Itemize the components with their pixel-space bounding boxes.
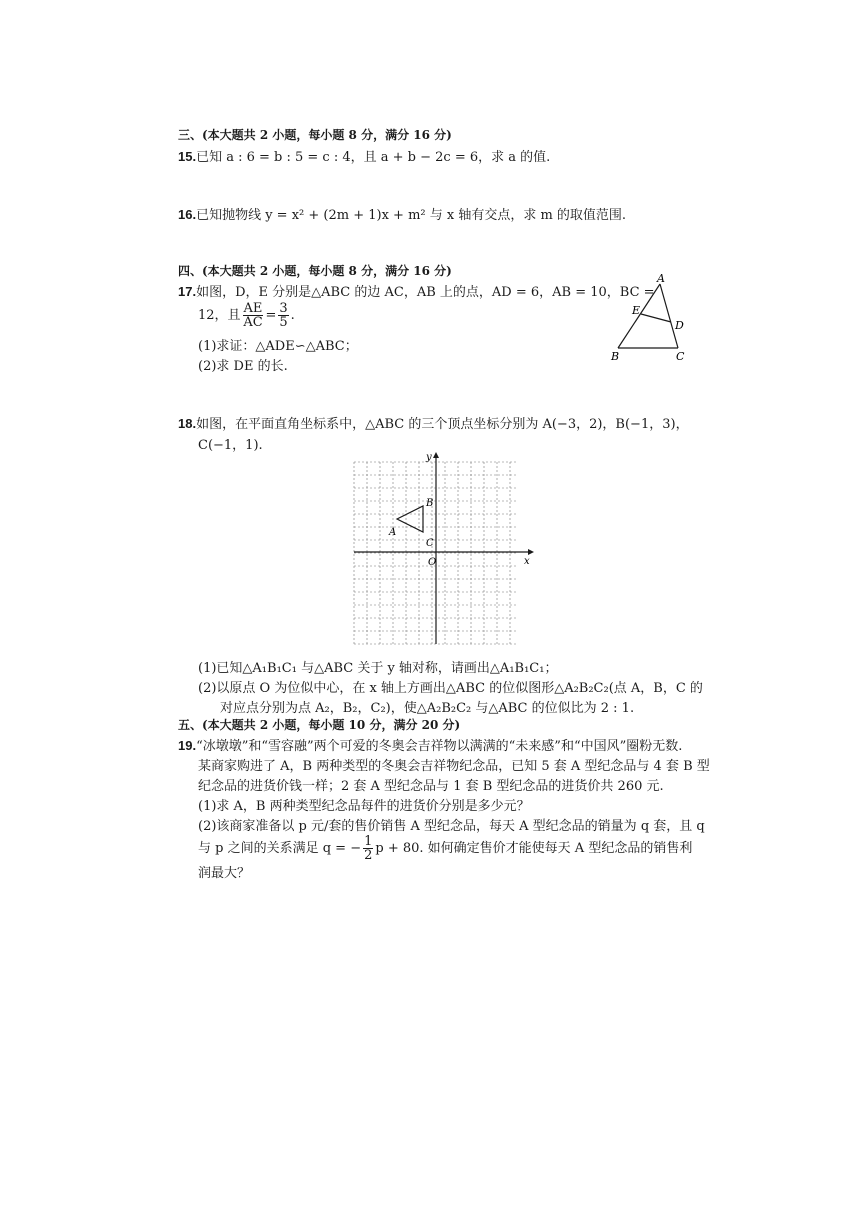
question-17-period: . bbox=[290, 308, 295, 323]
question-15-text-a: 已知 bbox=[196, 150, 227, 165]
point-c-label: C bbox=[426, 538, 434, 549]
point-b-label: B bbox=[426, 498, 434, 509]
question-15-number: 15. bbox=[178, 149, 197, 164]
question-18-line1 bbox=[178, 413, 689, 432]
x-axis-arrow-icon bbox=[528, 549, 534, 555]
point-a-label: A bbox=[389, 527, 397, 538]
fraction-numerator: 1 bbox=[364, 834, 373, 849]
fraction-denominator: 2 bbox=[364, 848, 373, 863]
question-16-number: 16. bbox=[178, 207, 197, 222]
question-19-sub2-line3: 润最大？ bbox=[198, 866, 251, 881]
question-19-number: 19. bbox=[178, 738, 197, 753]
section-3-header: 三、(本大题共 2 小题，每小题 8 分，满分 16 分) bbox=[178, 128, 452, 142]
question-19-line2: 某商家购进了 A，B 两种类型的冬奥会吉祥物纪念品，已知 5 套 A 型纪念品与 4 套 B 型 bbox=[198, 759, 710, 774]
question-19-sub2-text-pre: 与 p 之间的关系满足 q = − bbox=[198, 841, 362, 856]
question-18-sub2-line1: (2)以原点 O 为位似中心，在 x 轴上方画出△ABC 的位似图形△A₂B₂C₂(点 A，B，C 的 bbox=[198, 681, 703, 696]
fraction-3-5 bbox=[278, 302, 288, 329]
question-18-text-line1: 如图，在平面直角坐标系中，△ABC 的三个顶点坐标分别为 A(−3，2)，B(−1，3)， bbox=[196, 417, 689, 432]
label-b: B bbox=[611, 350, 620, 363]
fraction-one-half bbox=[363, 835, 373, 862]
fraction-denominator: 5 bbox=[279, 315, 288, 330]
section-5-header: 五、(本大题共 2 小题，每小题 10 分，满分 20 分) bbox=[178, 718, 461, 732]
question-19-sub2-line1: (2)该商家准备以 p 元/套的售价销售 A 型纪念品，每天 A 型纪念品的销量为 q 套，且 q bbox=[198, 819, 705, 834]
y-axis-label: y bbox=[426, 452, 432, 463]
question-17-line2 bbox=[198, 302, 295, 329]
question-17-sub1: (1)求证：△ADE∽△ABC； bbox=[198, 339, 358, 354]
coordinate-grid bbox=[340, 448, 540, 648]
question-19-sub1: (1)求 A，B 两种类型纪念品每件的进货价分别是多少元？ bbox=[198, 799, 530, 814]
question-19-sub2-text-post: p + 80. 如何确定售价才能使每天 A 型纪念品的销售利 bbox=[375, 841, 693, 856]
question-19-line3: 纪念品的进货价钱一样；2 套 A 型纪念品与 1 套 B 型纪念品的进货价共 260 元. bbox=[198, 779, 664, 794]
question-16 bbox=[178, 204, 626, 223]
label-a: A bbox=[657, 272, 665, 285]
fraction-numerator: 3 bbox=[279, 301, 288, 316]
question-17-text-line2: 12，且 bbox=[198, 308, 241, 323]
fraction-ae-ac bbox=[243, 302, 264, 329]
label-e: E bbox=[632, 304, 641, 317]
label-d: D bbox=[675, 319, 684, 332]
question-16-text: 已知抛物线 y = x² + (2m + 1)x + m² 与 x 轴有交点，求 m 的取值范围. bbox=[196, 208, 627, 223]
question-19-line1 bbox=[178, 735, 682, 754]
question-19-text-line1: “冰墩墩”和“雪容融”两个可爱的冬奥会吉祥物以满满的“未来感”和“中国风”圈粉无数. bbox=[196, 739, 683, 754]
question-17-sub2: (2)求 DE 的长. bbox=[198, 359, 288, 374]
triangle-figure bbox=[600, 272, 710, 372]
fraction-denominator: AC bbox=[243, 315, 263, 330]
fraction-numerator: AE bbox=[243, 301, 263, 316]
x-axis-label: x bbox=[524, 556, 530, 567]
origin-label: O bbox=[428, 557, 437, 568]
section-4-header: 四、(本大题共 2 小题，每小题 8 分，满分 16 分) bbox=[178, 264, 452, 278]
segment-de bbox=[641, 314, 671, 322]
segment-ac bbox=[660, 284, 678, 348]
question-18-number: 18. bbox=[178, 416, 197, 431]
question-15-text: a : 6 = b : 5 = c : 4，且 a + b − 2c = 6，求 a 的值. bbox=[226, 150, 551, 165]
question-18-sub1: (1)已知△A₁B₁C₁ 与△ABC 关于 y 轴对称，请画出△A₁B₁C₁； bbox=[198, 661, 558, 676]
y-axis-arrow-icon bbox=[433, 452, 439, 458]
equals-sign: = bbox=[265, 308, 277, 323]
question-17-line1 bbox=[178, 281, 655, 300]
question-19-sub2-line2 bbox=[198, 835, 692, 862]
question-15 bbox=[178, 146, 550, 165]
question-17-number: 17. bbox=[178, 284, 197, 299]
label-c: C bbox=[676, 350, 685, 363]
question-18-line2: C(−1，1). bbox=[198, 438, 263, 453]
question-17-text-line1: 如图，D，E 分别是△ABC 的边 AC，AB 上的点，AD = 6，AB = 10，BC = bbox=[196, 285, 655, 300]
question-18-sub2-line2: 对应点分别为点 A₂，B₂，C₂)，使△A₂B₂C₂ 与△ABC 的位似比为 2 : 1. bbox=[220, 701, 635, 716]
